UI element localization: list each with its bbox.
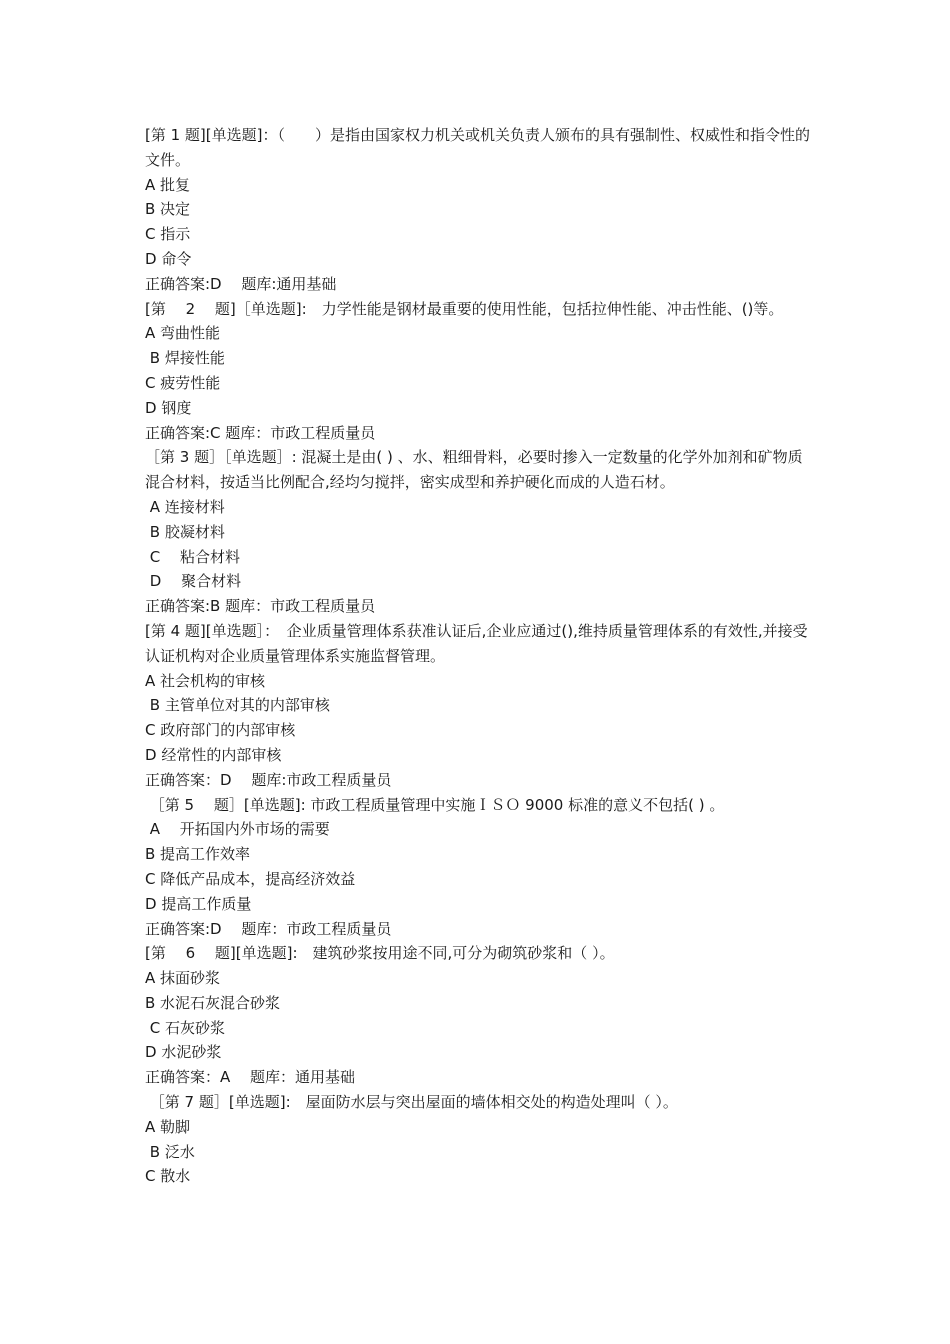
question-1-option-d: D 命令 (145, 249, 192, 268)
question-4-stem: [第 4 题][单选题］： 企业质量管理体系获准认证后,企业应通过(),维持质量管理体系的有效性,并接受认证机构对企业质量管理体系实施监督管理。 (145, 621, 808, 665)
question-4-option-d: D 经常性的内部审核 (145, 745, 282, 764)
question-3-option-b: B 胶凝材料 (145, 522, 225, 541)
question-6-option-c: C 石灰砂浆 (145, 1018, 226, 1037)
question-1-option-b: B 决定 (145, 200, 191, 219)
question-6-option-d: D 水泥砂浆 (145, 1043, 222, 1062)
question-2-option-b: B 焊接性能 (145, 349, 225, 368)
question-5-option-a: A 开拓国内外市场的需要 (145, 820, 330, 839)
question-5-option-c: C 降低产品成本，提高经济效益 (145, 869, 356, 888)
question-4-answer: 正确答案：D 题库:市政工程质量员 (145, 770, 392, 789)
question-6-option-b: B 水泥石灰混合砂浆 (145, 993, 281, 1012)
question-1-option-c: C 指示 (145, 225, 191, 244)
question-1-stem: [第 1 题][单选题]：（ ）是指由国家权力机关或机关负责人颁布的具有强制性、权威性和指令性的文件。 (145, 126, 810, 169)
question-5-option-b: B 提高工作效率 (145, 845, 251, 864)
question-6-option-a: A 抹面砂浆 (145, 969, 221, 988)
question-2-option-a: A 弯曲性能 (145, 324, 221, 343)
question-4-option-a: A 社会机构的审核 (145, 671, 266, 690)
question-1-answer: 正确答案:D 题库:通用基础 (145, 274, 337, 293)
question-3-option-d: D 聚合材料 (145, 572, 242, 591)
question-4-option-c: C 政府部门的内部审核 (145, 721, 296, 740)
question-7-option-b: B 泛水 (145, 1142, 195, 1161)
question-7-option-c: C 散水 (145, 1167, 191, 1186)
question-5-stem: ［第 5 题］[单选题]: 市政工程质量管理中实施ＩＳＯ 9000 标准的意义不包括( ) 。 (145, 795, 725, 814)
question-6-answer: 正确答案：A 题库：通用基础 (145, 1068, 356, 1087)
question-3-answer: 正确答案:B 题库：市政工程质量员 (145, 597, 376, 616)
question-1-option-a: A 批复 (145, 175, 191, 194)
question-2-option-c: C 疲劳性能 (145, 373, 221, 392)
question-7-stem: ［第 7 题］[单选题]: 屋面防水层与突出屋面的墙体相交处的构造处理叫（ ）。 (145, 1093, 678, 1112)
question-3-option-a: A 连接材料 (145, 497, 225, 516)
question-5-answer: 正确答案:D 题库：市政工程质量员 (145, 919, 392, 938)
question-2-option-d: D 钢度 (145, 398, 192, 417)
question-2-stem: [第 2 题]［单选题]: 力学性能是钢材最重要的使用性能，包括拉伸性能、冲击性能、()等。 (145, 299, 784, 318)
question-2-answer: 正确答案:C 题库：市政工程质量员 (145, 423, 376, 442)
question-3-stem: ［第 3 题］［单选题］: 混凝土是由( ) 、水、粗细骨料，必要时掺入一定数量的化学外加剂和矿物质混合材料，按适当比例配合,经均匀搅拌，密实成型和养护硬化而成的人造石材。 (145, 448, 803, 492)
question-4-option-b: B 主管单位对其的内部审核 (145, 696, 330, 715)
question-7-option-a: A 勒脚 (145, 1117, 191, 1136)
question-5-option-d: D 提高工作质量 (145, 894, 252, 913)
question-3-option-c: C 粘合材料 (145, 547, 241, 566)
document-page (145, 123, 813, 1189)
question-6-stem: [第 6 题][单选题]: 建筑砂浆按用途不同,可分为砌筑砂浆和（ ）。 (145, 944, 615, 963)
